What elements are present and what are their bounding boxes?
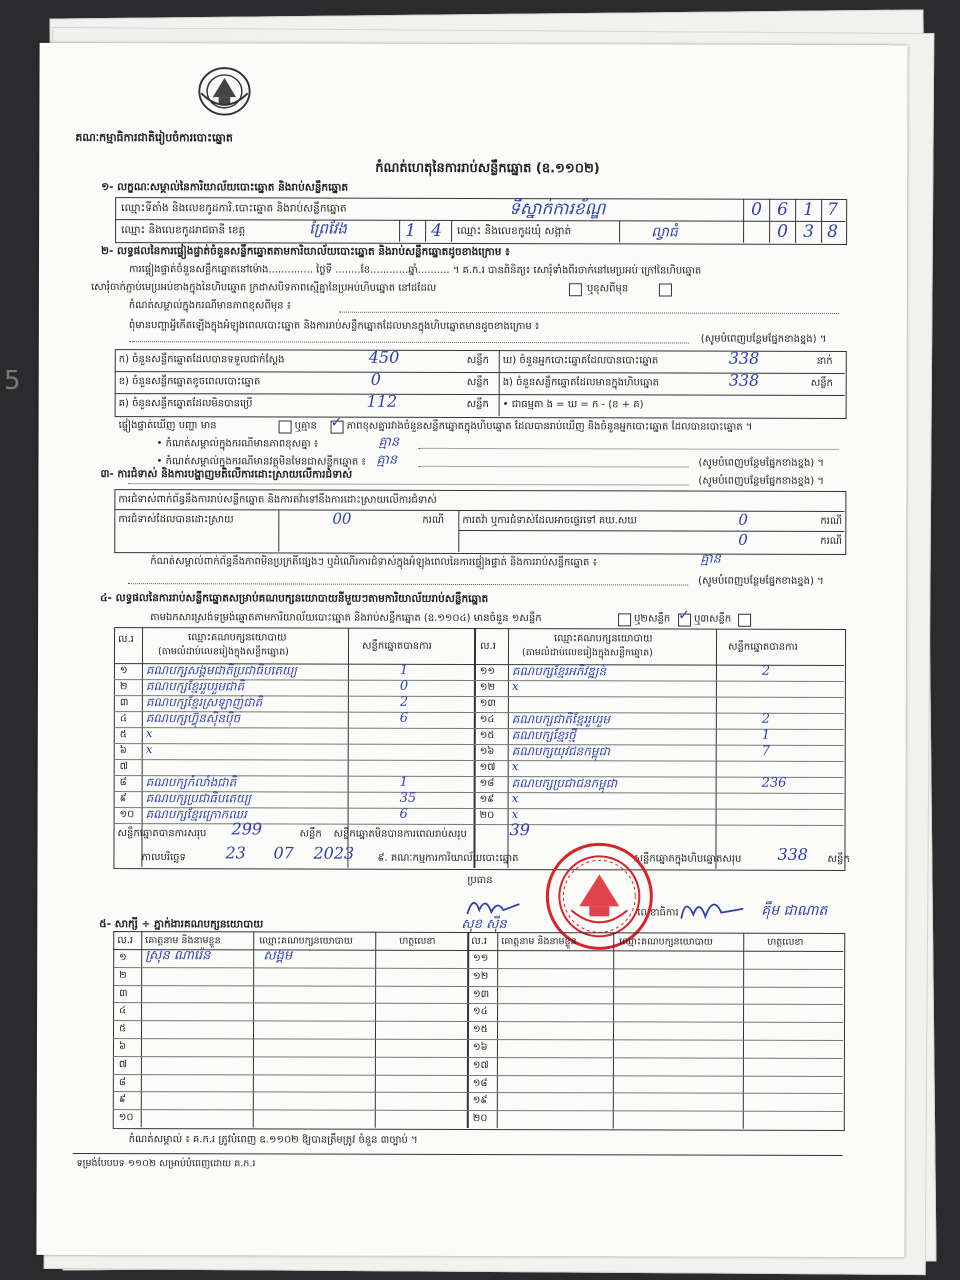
three-sheets-label: ឬ៣សន្លឹក — [694, 613, 732, 625]
ballots-in-box-label: ង) ចំនួនសន្លឹកឆ្នោតដែលមានក្នុងហិបឆ្នោត — [502, 377, 659, 389]
province-label: ឈ្មោះ និងលេខកូដរាជធានី ខេត្ត — [121, 224, 246, 237]
chair-name: សុខ ស៊ីន — [461, 916, 507, 933]
result-row-votes: 2 — [761, 663, 771, 679]
result-row-number: ៥ — [119, 729, 127, 741]
result-row-number: ៨ — [119, 777, 127, 789]
commune-code-1: 0 — [777, 221, 788, 242]
location-code-1: 0 — [751, 199, 763, 220]
voters-unit: នាក់ — [816, 355, 833, 367]
secretary-signature-icon — [677, 891, 747, 925]
witness-party: សង្គម — [263, 948, 293, 964]
result-row-votes: 1 — [399, 774, 408, 790]
witness-name: ស្រ៊ុន ណារ៉េន — [145, 948, 211, 964]
section2-heading: ២- លទ្ធផលនៃការផ្ទៀងផ្ទាត់ចំនួនសន្លឹកឆ្នោតតាមការិយាល័យបោះឆ្នោត និងរាប់សន្លឹកឆ្នោតដូចខាងក្រោម ៖ — [101, 245, 510, 259]
transferred-objections-unit: ករណី — [820, 515, 843, 527]
witness-col-name-left: គោត្តនាម និងនាមខ្លួន — [145, 935, 221, 947]
commune-value: ល្វាធំ — [651, 224, 678, 241]
location-code-2: 6 — [777, 199, 789, 220]
result-row-number: ៧ — [119, 761, 128, 773]
witness-row-number: ១៧ — [472, 1059, 489, 1071]
witness-row-number: ២០ — [472, 1113, 488, 1125]
fill-more-note-2: (សូមបំពេញបន្ថែមផ្នែកខាងខ្នង) ។ — [698, 457, 824, 469]
col-no-right: ល.រ — [479, 641, 496, 653]
unused-ballots-value: 112 — [366, 391, 398, 411]
form-sheet — [36, 43, 907, 1257]
total-invalid-value: 39 — [509, 820, 530, 840]
result-row-number: ១៧ — [479, 762, 496, 774]
col-party-right: ឈ្មោះគណបក្សនយោបាយ — [554, 633, 653, 645]
col-party-left: ឈ្មោះគណបក្សនយោបាយ — [188, 632, 287, 644]
formula: • ជាធម្មតា ង = ឃ = ក - (ខ + គ) — [502, 399, 644, 411]
result-row-party: គណបក្សខ្មែរថ្មី — [511, 728, 576, 743]
commune-code-2: 3 — [803, 221, 814, 242]
result-row-votes: 7 — [761, 743, 771, 759]
foreign-object-note-value: គ្មាន — [376, 452, 398, 468]
witness-row-number: ២ — [119, 969, 127, 981]
foreign-object-note: • កំណត់សម្គាល់ក្នុងករណីមានវត្ថុមិនមែនជាសន្លឹកឆ្នោត ៖ — [156, 456, 366, 468]
result-row-party: គណបក្សសង្គមជាតិប្រជាធិបតេយ្យ — [145, 663, 298, 678]
witness-row-number: ១៣ — [473, 988, 490, 1000]
form-title: កំណត់ហេតុនៃការរាប់សន្លឹកឆ្នោត (ឧ.១១០២) — [375, 160, 600, 177]
location-code-4: 7 — [827, 199, 839, 220]
resolved-objections-label: ការជំទាស់ដែលបានដោះស្រាយ — [118, 514, 234, 526]
witness-row-number: ៤ — [119, 1005, 127, 1017]
col-votes-right: សន្លឹកឆ្នោតបានការ — [727, 641, 798, 653]
result-row-votes: 0 — [399, 678, 409, 694]
resolved-objections-unit: ករណី — [422, 514, 445, 526]
total-box-unit: សន្លឹក — [827, 853, 850, 865]
witness-row-number: ៩ — [118, 1094, 126, 1106]
result-row-party: x — [145, 726, 153, 741]
fill-more-note-3: (សូមបំពេញបន្ថែមផ្នែកខាងខ្នង) ។ — [698, 475, 824, 487]
witness-row-number: ៨ — [118, 1076, 126, 1088]
check-mark-icon: ✓ — [330, 414, 343, 431]
unused-ballots-label: គ) ចំនួនសន្លឹកឆ្នោតដែលមិនបានប្រើ — [118, 398, 253, 410]
unresolved-objections-value: 0 — [738, 530, 748, 549]
result-row-number: ១៤ — [479, 714, 495, 726]
witness-col-sign-right: ហត្ថលេខា — [767, 936, 804, 948]
transferred-objections-value: 0 — [738, 510, 748, 529]
witness-row-number: ១៩ — [472, 1095, 488, 1107]
result-row-party: x — [511, 679, 519, 694]
nec-logo-icon — [195, 63, 253, 119]
result-row-party: គណបក្សកំលាំងជាតិ — [145, 775, 237, 790]
witness-row-number: ១៤ — [473, 1006, 488, 1018]
voters-label: ឃ) ចំនួនអ្នកបោះឆ្នោតដែលបានបោះឆ្នោត — [502, 355, 659, 367]
result-row-party: គណបក្សហ៊្វុនស៊ិនប៉ិច — [145, 711, 241, 726]
witness-row-number: ១៦ — [472, 1042, 488, 1054]
total-valid-unit: សន្លឹក — [299, 828, 322, 840]
result-row-votes: 2 — [399, 694, 409, 710]
section3-heading: ៣- ការជំទាស់ និងការបង្ហាញមតិលើការដោះស្រាយលើការជំទាស់ — [100, 468, 353, 481]
three-sheets-checkbox[interactable] — [738, 614, 751, 627]
witness-col-no-right: ល.រ — [471, 935, 488, 948]
location-value: ទីស្នាក់ការខ័ណ្ឌ — [509, 199, 606, 220]
result-row-votes: 35 — [399, 790, 417, 806]
location-code-3: 1 — [803, 199, 815, 220]
irregularity-note-value: គ្មាន — [700, 551, 721, 567]
irregularity-note: កំណត់សម្គាល់ពាក់ព័ន្ធនឹងភាពមិនប្រក្រតីផ្សេងៗ ឬដំណើរការជំទាស់ក្នុងអំឡុងពេលនៃការផ្ទៀងផ្ទាត់ និងការរាប់សន្លឹកឆ្នោត ៖ — [150, 556, 597, 569]
transferred-objections-label: ការតវ៉ា ឬការជំទាស់ដែលអាចផ្ទេរទៅ គឃ.សឃ — [462, 514, 637, 527]
total-valid-value: 299 — [231, 819, 263, 839]
result-row-votes: 2 — [761, 711, 771, 727]
witness-row-number: ១២ — [473, 970, 489, 982]
witness-row-number: ១៨ — [472, 1077, 488, 1089]
section4-heading: ៤- លទ្ធផលនៃការរាប់សន្លឹកឆ្នោតសម្រាប់គណបក្សនយោបាយនីមួយៗតាមការិយាល័យរាប់សន្លឹកឆ្នោត — [100, 592, 489, 606]
total-invalid-label: សន្លឹកឆ្នោតមិនបានការពេលរាប់សរុប — [333, 828, 467, 840]
result-row-number: ១០ — [119, 809, 135, 821]
ballots-in-box-unit: សន្លឹក — [810, 377, 833, 389]
unused-ballots-unit: សន្លឹក — [466, 398, 489, 411]
result-row-party: គណបក្សប្រជាជនកម្ពុជា — [511, 776, 618, 791]
form-footer: ទម្រង់បែបបទ ១១០២ សម្រាប់បំពេញដោយ គ.ក.រ — [76, 1157, 256, 1170]
result-row-number: ៩ — [119, 793, 127, 805]
fill-more-note: (សូមបំពេញបន្ថែមផ្នែកខាងខ្នង) ។ — [700, 333, 827, 345]
result-row-votes: 1 — [761, 727, 771, 743]
received-ballots-unit: សន្លឹក — [466, 354, 489, 367]
result-row-party: x — [511, 791, 519, 806]
secretary-label: លេខាធិការ — [637, 907, 679, 919]
date-label: កាលបរិច្ឆេទ — [141, 852, 186, 864]
result-row-votes: 236 — [761, 775, 787, 791]
province-value: ព្រៃវែង — [309, 219, 347, 238]
result-row-party: គណបក្សខ្មែររួបរួមជាតិ — [145, 679, 245, 694]
result-row-votes: 6 — [399, 710, 409, 726]
discrepancy-line: ផ្ទៀងផ្ទាត់ឃើញ បញ្ហា មាន — [118, 420, 217, 432]
result-row-votes: 6 — [399, 806, 408, 822]
tally-sheets-line: តាមឯកសារស្រង់ទម្រង់ឆ្នោតតាមការិយាល័យបោះឆ្នោត និងរាប់សន្លឹកឆ្នោត (ឧ.១១០៤) មានចំនួន ១សន្លឹក — [150, 612, 542, 625]
result-row-number: ១៥ — [479, 730, 495, 742]
result-row-number: ២ — [119, 681, 128, 693]
total-valid-label: សន្លឹកឆ្នោតបានការសរុប — [117, 828, 207, 840]
section1-heading: ១- លក្ខណៈសម្គាល់នៃការិយាល័យបោះឆ្នោត និងរាប់សន្លឹកឆ្នោត — [101, 181, 349, 194]
witness-col-sign-left: ហត្ថលេខា — [399, 935, 436, 947]
witness-row-number: ៥ — [118, 1023, 127, 1035]
witness-col-party-left: ឈ្មោះគណបក្សនយោបាយ — [259, 935, 353, 947]
unresolved-objections-unit: ករណី — [820, 535, 843, 547]
result-row-number: ១៩ — [479, 794, 495, 806]
one-sheet-checkbox[interactable] — [618, 613, 631, 626]
result-row-party: គណបក្សខ្មែរស្រឡាញ់ជាតិ — [145, 695, 263, 710]
discrepancy-description: ភាពខុសគ្នារវាងចំនួនសន្លឹកឆ្នោតក្នុងហិបឆ្នោត ដែលបានរាប់ឃើញ និងចំនួនអ្នកបោះឆ្នោត ដែលបានបោះឆ្នោត ។ — [346, 420, 753, 433]
result-row-party: គណបក្សយុវជនកម្ពុជា — [511, 744, 610, 759]
seal-status-line: សោរុំចាក់ភ្ជាប់មេប្រអប់ខាងក្នុងនៃហិបឆ្នោត ក្រដាសបិទភាពស្មើគ្នានៃប្រអប់ហិបឆ្នោត នៅដដែល — [90, 282, 437, 294]
objection-row-label: ការជំទាស់ពាក់ព័ន្ធនឹងការរាប់សន្លឹកឆ្នោត និងការតវ៉ាទៅនឹងការដោះស្រាយលើការជំទាស់ — [118, 494, 437, 506]
witness-row-number: ១ — [119, 952, 127, 964]
committee-label: ៩. គណៈកម្មការការិយាល័យបោះឆ្នោត — [377, 852, 519, 865]
problems-line: ពុំមានបញ្ហាអ្វីកើតឡើងក្នុងអំឡុងពេលបោះឆ្នោត និងការរាប់សន្លឹកឆ្នោតដែលមានក្នុងហិបឆ្នោតមានដូចខាងក្រោម ៖ — [128, 320, 540, 333]
witness-col-no-left: ល.រ — [117, 935, 134, 947]
result-row-party: គណបក្សខ្មែរអភិវឌ្ឍន៍ — [511, 664, 607, 679]
witness-col-name-right: គោត្តនាម និងនាមខ្លួន — [501, 936, 577, 948]
committee-name: គណៈកម្មាធិការជាតិរៀបចំការបោះឆ្នោត — [75, 130, 233, 145]
date-day: 23 — [225, 843, 246, 863]
total-box-label: សន្លឹកឆ្នោតក្នុងហិបឆ្នោតសរុប — [633, 853, 742, 865]
spoiled-ballots-label: ខ) ចំនួនសន្លឹកឆ្នោតខូចពេលបោះឆ្នោត — [118, 376, 261, 388]
secretary-name: គុឹម ជាណាត — [761, 902, 828, 919]
witness-row-number: ១១ — [473, 953, 489, 965]
result-row-party: x — [145, 742, 153, 757]
result-row-party: គណបក្សប្រជាធិបតេយ្យ — [145, 791, 251, 806]
verification-time-line: ការផ្ទៀងផ្ទាត់ចំនួនសន្លឹកឆ្នោតនៅម៉ោង.............. ថ្ងៃទី ........ខែ............ឆ្នាំ.......... ។ គ.ក.រ បានពិនិត្យ៖ សោរុំ​ទាំងពីរចាក់នៅមេប្រអប់ ក្រៅនៃហិបឆ្នោត — [128, 264, 702, 277]
result-row-number: ១១ — [479, 666, 496, 678]
result-row-party: គណបក្សខ្មែរក្រោកឈរ — [145, 807, 247, 822]
col-votes-left: សន្លឹកឆ្នោតបានការ — [361, 640, 432, 652]
witness-row-number: ១០ — [118, 1112, 134, 1124]
location-label: ឈ្មោះទីតាំង និងលេខកូដការិ.បោះឆ្នោត និងរាប់សន្លឹកឆ្នោត — [121, 202, 347, 215]
same-checkbox[interactable] — [569, 283, 582, 296]
witness-col-party-right: ឈ្មោះគណបក្សនយោបាយ — [619, 936, 713, 948]
province-code-2: 4 — [431, 220, 442, 241]
voters-value: 338 — [728, 348, 760, 368]
result-row-party: x — [511, 807, 519, 822]
col-party-sub-left: (តាមលំដាប់លេខរៀងក្នុងសន្លឹកឆ្នោត) — [157, 646, 289, 658]
fill-more-note-4: (សូមបំពេញបន្ថែមផ្នែកខាងខ្នង) ។ — [698, 575, 824, 587]
result-row-party: គណបក្សជាតិខ្មែររួបរួម — [511, 712, 611, 727]
different-label: ឬខុសពីមុន — [586, 283, 629, 295]
col-no-left: ល.រ — [118, 634, 134, 646]
date-year: 2023 — [313, 843, 355, 863]
result-row-number: ៣ — [119, 697, 129, 709]
total-box-value: 338 — [777, 844, 809, 864]
result-row-votes: 1 — [399, 662, 409, 678]
spoiled-ballots-unit: សន្លឹក — [466, 376, 489, 389]
spoiled-ballots-value: 0 — [370, 369, 381, 389]
result-row-number: ១៨ — [479, 778, 495, 790]
ballots-in-box-value: 338 — [728, 370, 760, 390]
discrepancy-yes-checkbox[interactable] — [279, 420, 292, 433]
different-checkbox[interactable] — [659, 283, 672, 296]
commune-code-3: 8 — [827, 221, 838, 242]
chair-label: ប្រធាន — [467, 874, 493, 887]
result-row-number: ៤ — [119, 713, 127, 725]
difference-note-value: គ្មាន — [378, 434, 400, 450]
result-row-number: ២០ — [479, 810, 495, 822]
section5-heading: ៥- សាក្សី ÷ ភ្នាក់ងារគណបក្សនយោបាយ — [99, 918, 264, 931]
col-party-sub-right: (តាមលំដាប់លេខរៀងក្នុងសន្លឹកឆ្នោត) — [521, 647, 653, 659]
result-row-number: ១២ — [479, 682, 496, 694]
province-code-1: 1 — [405, 220, 416, 241]
check-mark-icon: ✓ — [678, 607, 690, 624]
resolved-objections-value: 00 — [332, 509, 352, 528]
result-row-party: x — [511, 759, 519, 774]
result-row-number: ១៦ — [479, 746, 495, 758]
difference-note: • កំណត់សម្គាល់ក្នុងករណីមានភាពខុសគ្នា ៖ — [156, 438, 319, 450]
result-row-number: ១៣ — [479, 698, 496, 710]
witness-row-number: ១៥ — [472, 1024, 488, 1036]
result-row-number: ១ — [119, 665, 128, 677]
witness-row-number: ៧ — [118, 1058, 128, 1070]
footnote: កំណត់សម្គាល់ ៖ គ.ក.រ ត្រូវបំពេញ ឧ.១១០២ ឱ្យបានត្រឹមត្រូវ ចំនួន ៣ច្បាប់ ។ — [128, 1134, 418, 1146]
difference-note-label: កំណត់សម្គាល់ក្នុងករណីមានភាពខុសពីមុន ៖ — [128, 300, 292, 312]
discrepancy-no-label: ឬគ្មាន — [294, 420, 317, 432]
witness-row-number: ៦ — [118, 1041, 127, 1053]
witness-row-number: ៣ — [119, 987, 128, 999]
received-ballots-value: 450 — [368, 347, 400, 367]
date-month: 07 — [273, 843, 294, 863]
received-ballots-label: ក) ចំនួនសន្លឹកឆ្នោតដែលបានទទួលជាក់ស្តែង — [118, 354, 285, 366]
result-row-number: ៦ — [119, 745, 127, 757]
two-sheets-label: ឬ២សន្លឹក — [634, 613, 671, 625]
edge-mark: 5 — [4, 366, 21, 396]
commune-label: ឈ្មោះ និងលេខកូដឃុំ សង្កាត់ — [457, 224, 572, 238]
